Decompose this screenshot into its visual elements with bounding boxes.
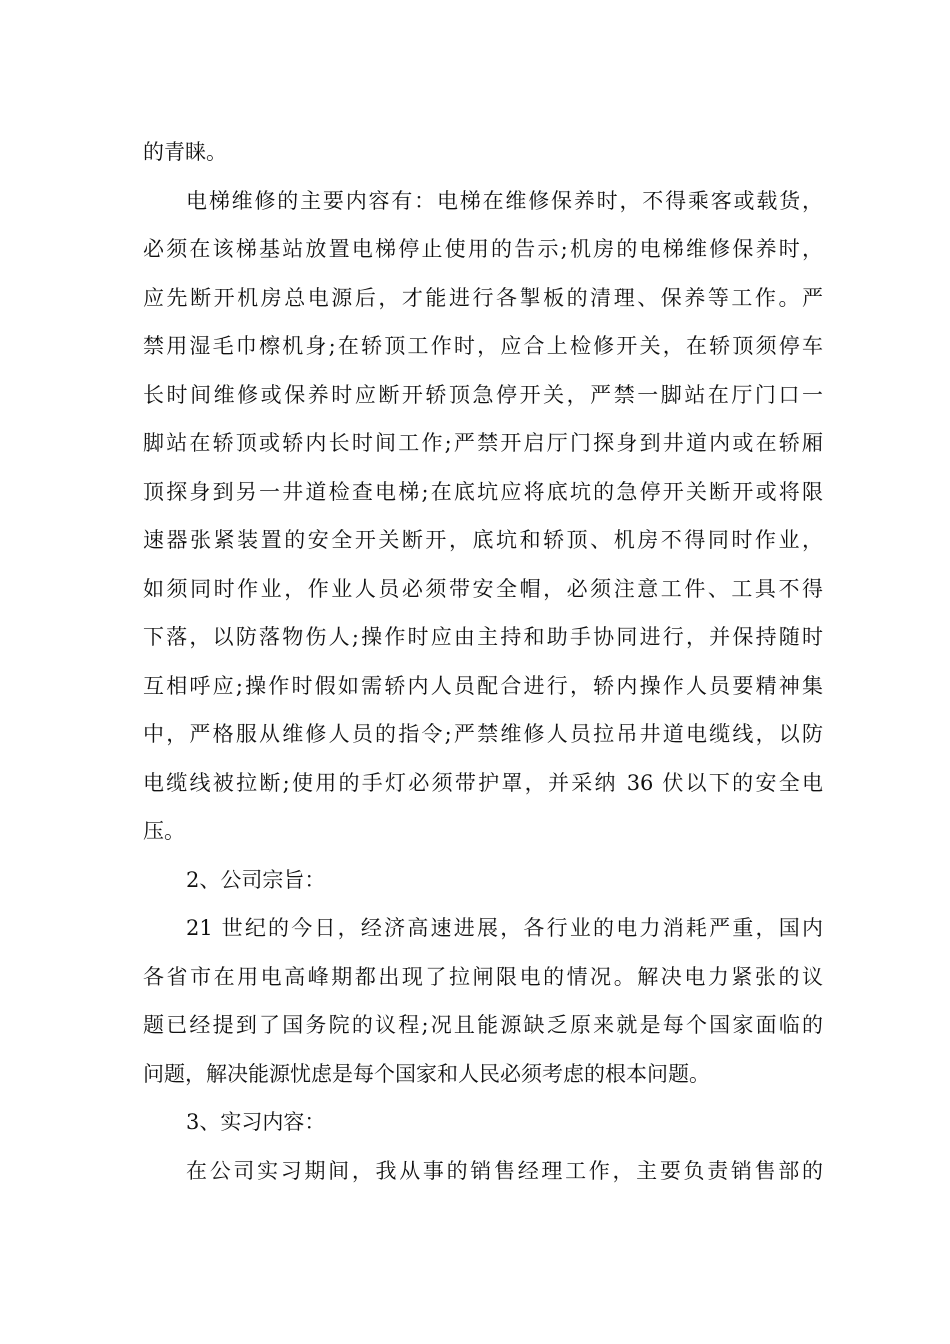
text-line: 电缆线被拉断;使用的手灯必须带护罩，并采纳 36 伏以下的安全电 [143,770,823,795]
text-line: 顶探身到另一井道检查电梯;在底坑应将底坑的急停开关断开或将限 [143,479,823,504]
text-line: 长时间维修或保养时应断开轿顶急停开关，严禁一脚站在厅门口一 [143,382,823,407]
text-line: 题已经提到了国务院的议程;况且能源缺乏原来就是每个国家面临的 [143,1013,823,1037]
text-line: 在公司实习期间，我从事的销售经理工作，主要负责销售部的 [186,1158,823,1183]
text-line: 脚站在轿顶或轿内长时间工作;严禁开启厅门探身到井道内或在轿厢 [143,431,823,455]
text-line: 各省市在用电高峰期都出现了拉闸限电的情况。解决电力紧张的议 [143,964,823,989]
text-line: 问题，解决能源忧虑是每个国家和人民必须考虑的根本问题。 [143,1061,710,1086]
text-line: 速器张紧装置的安全开关断开，底坑和轿顶、机房不得同时作业， [143,528,823,552]
text-line: 中，严格服从维修人员的指令;严禁维修人员拉吊井道电缆线，以防 [143,722,823,746]
text-line: 禁用湿毛巾檫机身;在轿顶工作时，应合上检修开关，在轿顶须停车 [143,334,823,358]
document-body [143,128,823,1195]
text-line: 21 世纪的今日，经济高速进展，各行业的电力消耗严重，国内 [186,916,823,940]
text-line: 2、公司宗旨： [186,867,326,892]
text-line: 下落，以防落物伤人;操作时应由主持和助手协同进行，并保持随时 [143,625,823,649]
text-line: 应先断开机房总电源后，才能进行各掣板的清理、保养等工作。严 [143,285,823,310]
text-line: 的青睐。 [143,140,227,164]
text-line: 电梯维修的主要内容有：电梯在维修保养时，不得乘客或载货， [186,188,823,213]
text-line: 压。 [143,819,185,843]
text-line: 如须同时作业，作业人员必须带安全帽，必须注意工件、工具不得 [143,576,823,601]
text-line: 互相呼应;操作时假如需轿内人员配合进行，轿内操作人员要精神集 [143,673,823,698]
text-line: 3、实习内容： [186,1110,326,1134]
text-line: 必须在该梯基站放置电梯停止使用的告示;机房的电梯维修保养时， [143,237,823,261]
